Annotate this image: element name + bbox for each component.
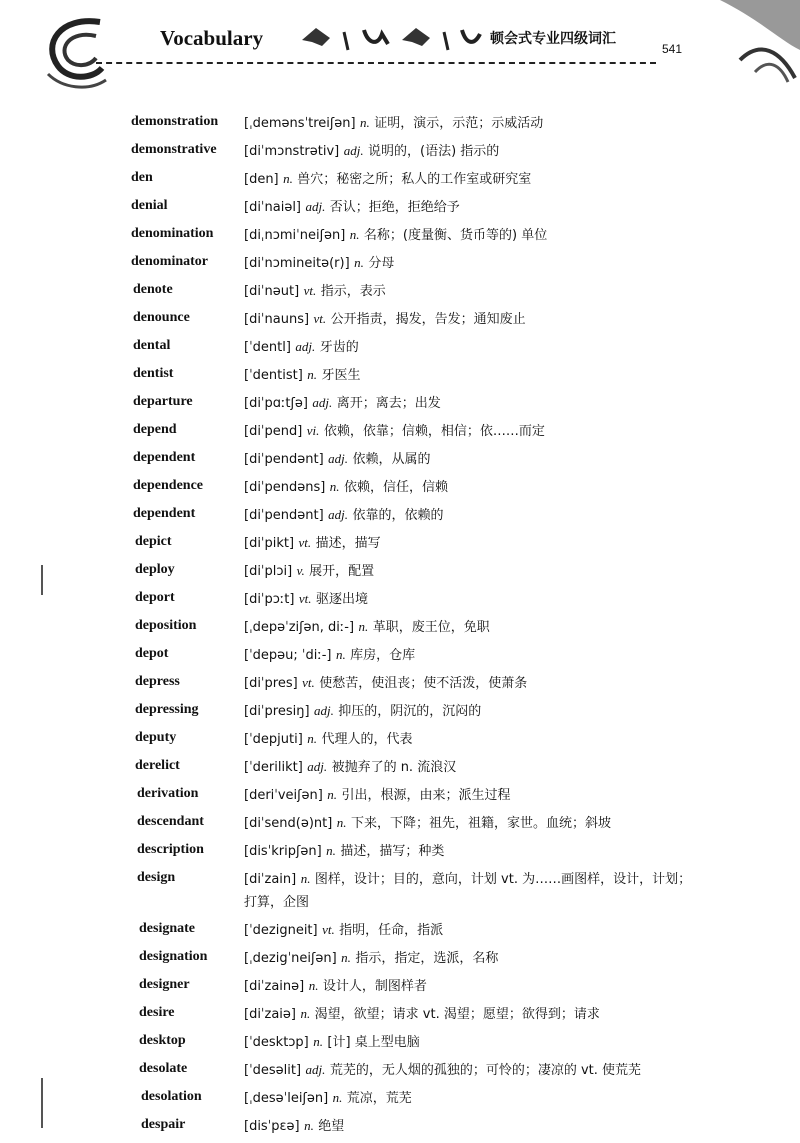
entry-meaning: 分母: [368, 256, 395, 271]
entry-definition: [244, 112, 699, 135]
entry-part-of-speech: vt.: [322, 922, 335, 937]
entry-part-of-speech: n.: [283, 171, 293, 186]
entry-definition: [244, 784, 699, 807]
entry-part-of-speech: n.: [327, 787, 338, 802]
vocab-entry: [0, 112, 800, 135]
entry-meaning: 证明，演示，示范；示威活动: [374, 116, 544, 131]
entry-word: departure: [133, 394, 193, 409]
entry-pronunciation: [diˈzain]: [244, 872, 297, 887]
entry-part-of-speech: n.: [300, 871, 311, 886]
entry-meaning: 名称；(度量衡、货币等的) 单位: [363, 228, 548, 243]
entry-word: deputy: [135, 730, 177, 745]
entry-part-of-speech: n.: [308, 978, 319, 993]
entry-meaning: 描述，描写；种类: [340, 844, 445, 859]
entry-meaning: 依靠的，依赖的: [352, 508, 444, 523]
entry-word: denote: [133, 282, 173, 297]
entry-pronunciation: [ˌdezigˈneiʃən]: [244, 951, 337, 966]
entry-part-of-speech: vt.: [313, 311, 327, 326]
entry-meaning: 指示，表示: [320, 284, 386, 299]
entry-pronunciation: [ˈdesktɔp]: [244, 1035, 309, 1050]
entry-definition: [244, 1003, 699, 1026]
entry-definition: [244, 280, 699, 303]
entry-definition: [244, 1031, 699, 1054]
header-title: Vocabulary: [160, 26, 264, 50]
entry-pronunciation: [ˈdesəlit]: [244, 1063, 302, 1078]
entry-meaning: [计] 桌上型电脑: [327, 1035, 420, 1050]
vocab-entry: [0, 1003, 800, 1026]
entry-pronunciation: [diˈpikt]: [244, 536, 295, 551]
entry-word: denounce: [133, 310, 190, 325]
vocab-entry: [0, 336, 800, 359]
entry-definition: [244, 252, 699, 275]
entry-pronunciation: [ˈdezigneit]: [244, 923, 318, 938]
entry-part-of-speech: adj.: [307, 759, 328, 774]
entry-word: demonstration: [131, 114, 219, 129]
entry-definition: [244, 919, 699, 942]
entry-pronunciation: [diˈmɔnstrətiv]: [244, 144, 340, 159]
entry-part-of-speech: n.: [336, 815, 347, 830]
entry-definition: [244, 224, 699, 247]
entry-pronunciation: [diˈpendənt]: [244, 508, 324, 523]
entry-definition: [244, 588, 699, 611]
vocab-entry: [0, 975, 800, 998]
vocab-entry: [0, 672, 800, 695]
entry-word: design: [137, 870, 176, 885]
entry-meaning: 展开，配置: [309, 564, 375, 579]
entry-meaning: 驱逐出境: [316, 592, 369, 607]
entry-part-of-speech: adj.: [328, 451, 348, 466]
entry-part-of-speech: adj.: [328, 507, 348, 522]
entry-word: deploy: [135, 562, 175, 577]
vocab-entry: [0, 308, 800, 331]
entry-part-of-speech: n.: [360, 115, 370, 130]
swirl-logo-icon: [40, 14, 110, 94]
entry-word: dependent: [133, 506, 196, 521]
entry-pronunciation: [ˌdepəˈziʃən, diː-]: [244, 620, 355, 635]
entry-pronunciation: [ˈdepjuti]: [244, 732, 303, 747]
entry-word: description: [137, 842, 204, 857]
entry-part-of-speech: n.: [332, 1090, 343, 1105]
entry-pronunciation: [den]: [244, 172, 279, 187]
entry-part-of-speech: adj.: [313, 703, 334, 718]
entry-part-of-speech: adj.: [305, 199, 326, 214]
entry-definition: [244, 868, 699, 914]
vocab-entry: [0, 588, 800, 611]
entry-pronunciation: [diˈpresiŋ]: [244, 704, 310, 719]
entry-definition: [244, 476, 699, 499]
entry-definition: [244, 812, 699, 835]
entry-word: depend: [133, 422, 177, 437]
entry-definition: [244, 336, 699, 359]
entry-definition: [244, 1087, 699, 1110]
entry-definition: [244, 756, 699, 779]
entry-meaning: 引出，根源，由来；派生过程: [341, 788, 511, 803]
entry-word: derelict: [135, 758, 180, 773]
entry-part-of-speech: v.: [296, 563, 305, 578]
entry-meaning: 兽穴；秘密之所；私人的工作室或研究室: [297, 172, 532, 187]
entry-meaning: 革职，废王位，免职: [372, 620, 490, 635]
entry-definition: [244, 308, 699, 331]
entry-pronunciation: [ˈdentist]: [244, 368, 303, 383]
entry-definition: [244, 532, 699, 555]
vocab-entry: [0, 700, 800, 723]
vocab-entry: [0, 868, 800, 914]
entry-definition: [244, 644, 699, 667]
entry-part-of-speech: n.: [307, 367, 317, 382]
entry-meaning: 被抛弃了的 n. 流浪汉: [331, 760, 457, 775]
entry-meaning: 渴望，欲望；请求 vt. 渴望；愿望；欲得到；请求: [314, 1007, 600, 1022]
entry-meaning: 依赖，依靠；信赖，相信；依……而定: [323, 424, 545, 439]
entry-pronunciation: [deriˈveiʃən]: [244, 788, 323, 803]
entry-pronunciation: [diˈnauns]: [244, 312, 310, 327]
entry-part-of-speech: adj.: [312, 395, 333, 410]
vocab-entry: [0, 168, 800, 191]
entry-part-of-speech: n.: [341, 950, 351, 965]
entry-meaning: 离开；离去；出发: [336, 396, 441, 411]
entry-pronunciation: [diˈplɔi]: [244, 564, 293, 579]
entry-part-of-speech: n.: [358, 619, 369, 634]
entry-pronunciation: [diˈzainə]: [244, 979, 305, 994]
entry-word: depress: [135, 674, 180, 689]
entry-word: dentist: [133, 366, 174, 381]
entry-word: demonstrative: [131, 142, 217, 157]
entry-word: desire: [139, 1005, 175, 1020]
vocab-entry: [0, 1087, 800, 1110]
vocab-entry: [0, 784, 800, 807]
entry-pronunciation: [ˌdesəˈleiʃən]: [244, 1091, 329, 1106]
vocab-entry: [0, 224, 800, 247]
vocab-entry: [0, 1031, 800, 1054]
entry-word: designation: [139, 949, 208, 964]
vocab-entry: [0, 532, 800, 555]
entry-pronunciation: [diˈnɔmineitə(r)]: [244, 256, 350, 271]
entry-meaning: 图样，设计；目的，意向，计划 vt. 为……画图样，设计，计划；打算，企图: [244, 872, 692, 910]
entry-meaning: 指示，指定，选派，名称: [355, 951, 499, 966]
entry-meaning: 绝望: [318, 1119, 345, 1134]
vocab-entry: [0, 280, 800, 303]
entry-word: designer: [139, 977, 190, 992]
entry-part-of-speech: n.: [329, 479, 340, 494]
entry-word: denominator: [131, 254, 208, 269]
entry-definition: [244, 728, 699, 751]
entry-definition: [244, 975, 699, 998]
entry-part-of-speech: vt.: [303, 283, 317, 298]
margin-line: [41, 565, 43, 595]
entry-part-of-speech: n.: [326, 843, 336, 858]
vocab-entry: [0, 812, 800, 835]
entry-part-of-speech: n.: [335, 647, 346, 662]
vocab-entry: [0, 756, 800, 779]
entry-pronunciation: [ˈderilikt]: [244, 760, 303, 775]
entry-definition: [244, 672, 699, 695]
entry-word: designate: [139, 921, 195, 936]
vocab-entry: [0, 947, 800, 970]
decorative-ornament-icon: [298, 20, 488, 54]
entry-pronunciation: [ˈdentl]: [244, 340, 291, 355]
vocab-entry: [0, 644, 800, 667]
entry-word: deport: [135, 590, 175, 605]
entry-meaning: 否认；拒绝，拒绝给予: [329, 200, 460, 215]
entry-pronunciation: [ˌdemənsˈtreiʃən]: [244, 116, 356, 131]
entry-word: denomination: [131, 226, 214, 241]
entry-meaning: 抑压的，阴沉的，沉闷的: [338, 704, 482, 719]
vocab-entry: [0, 1059, 800, 1082]
entry-definition: [244, 420, 699, 443]
entry-meaning: 代理人的，代表: [321, 732, 413, 747]
entry-word: depot: [135, 646, 169, 661]
entry-word: dependence: [133, 478, 203, 493]
entry-meaning: 依赖，从属的: [352, 452, 431, 467]
entry-meaning: 库房，仓库: [350, 648, 416, 663]
entry-meaning: 荒芜的，无人烟的孤独的；可怜的；凄凉的 vt. 使荒芜: [329, 1063, 642, 1078]
vocabulary-list: [0, 112, 800, 1143]
entry-word: desolate: [139, 1061, 188, 1076]
vocab-entry: [0, 840, 800, 863]
entry-pronunciation: [disˈkripʃən]: [244, 844, 322, 859]
entry-meaning: 荒凉，荒芜: [346, 1091, 412, 1106]
entry-part-of-speech: vt.: [298, 591, 312, 606]
entry-word: dependent: [133, 450, 196, 465]
entry-pronunciation: [ˈdepəu; ˈdiː-]: [244, 648, 332, 663]
vocab-entry: [0, 448, 800, 471]
entry-meaning: 下来，下降；祖先，祖籍，家世。血统；斜坡: [350, 816, 611, 831]
entry-part-of-speech: vt.: [298, 535, 312, 550]
entry-definition: [244, 504, 699, 527]
vocab-entry: [0, 140, 800, 163]
entry-part-of-speech: n.: [307, 731, 317, 746]
entry-definition: [244, 392, 699, 415]
entry-pronunciation: [diˈnəut]: [244, 284, 300, 299]
entry-word: derivation: [137, 786, 199, 801]
vocab-entry: [0, 476, 800, 499]
entry-pronunciation: [disˈpɛə]: [244, 1119, 300, 1134]
vocab-entry: [0, 919, 800, 942]
entry-definition: [244, 616, 699, 639]
entry-definition: [244, 700, 699, 723]
entry-pronunciation: [diˈpendənt]: [244, 452, 324, 467]
vocab-entry: [0, 504, 800, 527]
entry-meaning: 公开指责，揭发，告发；通知废止: [330, 312, 526, 327]
entry-pronunciation: [diˈpɑːtʃə]: [244, 396, 308, 411]
entry-definition: [244, 947, 699, 970]
entry-pronunciation: [diˈnaiəl]: [244, 200, 302, 215]
entry-word: dental: [133, 338, 171, 353]
vocab-entry: [0, 1115, 800, 1138]
page-number: 541: [662, 42, 683, 56]
vocab-entry: [0, 252, 800, 275]
page-header: [0, 0, 800, 110]
entry-definition: [244, 560, 699, 583]
entry-pronunciation: [diˈpendəns]: [244, 480, 326, 495]
entry-definition: [244, 840, 699, 863]
header-subtitle: 顿会式专业四级词汇: [490, 31, 616, 47]
entry-part-of-speech: n.: [313, 1034, 323, 1049]
entry-meaning: 牙医生: [321, 368, 361, 383]
entry-part-of-speech: n.: [300, 1006, 311, 1021]
entry-pronunciation: [diˌnɔmiˈneiʃən]: [244, 228, 346, 243]
entry-part-of-speech: n.: [304, 1118, 314, 1133]
entry-pronunciation: [diˈsend(ə)nt]: [244, 816, 333, 831]
entry-word: desktop: [139, 1033, 186, 1048]
entry-pronunciation: [diˈpɔːt]: [244, 592, 295, 607]
entry-part-of-speech: n.: [354, 255, 364, 270]
entry-meaning: 依赖，信任，信赖: [344, 480, 449, 495]
entry-part-of-speech: vt.: [302, 675, 315, 690]
vocab-entry: [0, 560, 800, 583]
entry-meaning: 设计人，制图样者: [322, 979, 427, 994]
entry-word: deposition: [135, 618, 197, 633]
entry-word: depict: [135, 534, 172, 549]
entry-pronunciation: [diˈpend]: [244, 424, 303, 439]
entry-meaning: 描述，描写: [315, 536, 381, 551]
entry-definition: [244, 448, 699, 471]
vocab-entry: [0, 728, 800, 751]
entry-pronunciation: [diˈzaiə]: [244, 1007, 296, 1022]
vocab-entry: [0, 364, 800, 387]
entry-definition: [244, 1059, 699, 1082]
corner-decoration-icon: [700, 0, 800, 90]
header-divider: [96, 62, 656, 64]
entry-meaning: 使愁苦，使沮丧；使不活泼，使萧条: [319, 676, 528, 691]
entry-meaning: 牙齿的: [319, 340, 359, 355]
entry-part-of-speech: adj.: [295, 339, 316, 354]
entry-definition: [244, 364, 699, 387]
vocab-entry: [0, 616, 800, 639]
entry-pronunciation: [diˈpres]: [244, 676, 298, 691]
entry-word: depressing: [135, 702, 199, 717]
entry-definition: [244, 168, 699, 191]
vocab-entry: [0, 196, 800, 219]
entry-part-of-speech: adj.: [343, 143, 364, 158]
entry-word: den: [131, 170, 153, 185]
vocab-entry: [0, 392, 800, 415]
entry-word: descendant: [137, 814, 204, 829]
entry-part-of-speech: adj.: [305, 1062, 326, 1077]
margin-line: [41, 1078, 43, 1128]
entry-meaning: 说明的，(语法) 指示的: [368, 144, 500, 159]
entry-word: denial: [131, 198, 168, 213]
entry-meaning: 指明，任命，指派: [339, 923, 444, 938]
entry-word: despair: [141, 1117, 186, 1132]
vocab-entry: [0, 420, 800, 443]
entry-part-of-speech: vi.: [306, 423, 320, 438]
entry-word: desolation: [141, 1089, 202, 1104]
entry-part-of-speech: n.: [349, 227, 360, 242]
entry-definition: [244, 1115, 699, 1138]
entry-definition: [244, 196, 699, 219]
entry-definition: [244, 140, 699, 163]
